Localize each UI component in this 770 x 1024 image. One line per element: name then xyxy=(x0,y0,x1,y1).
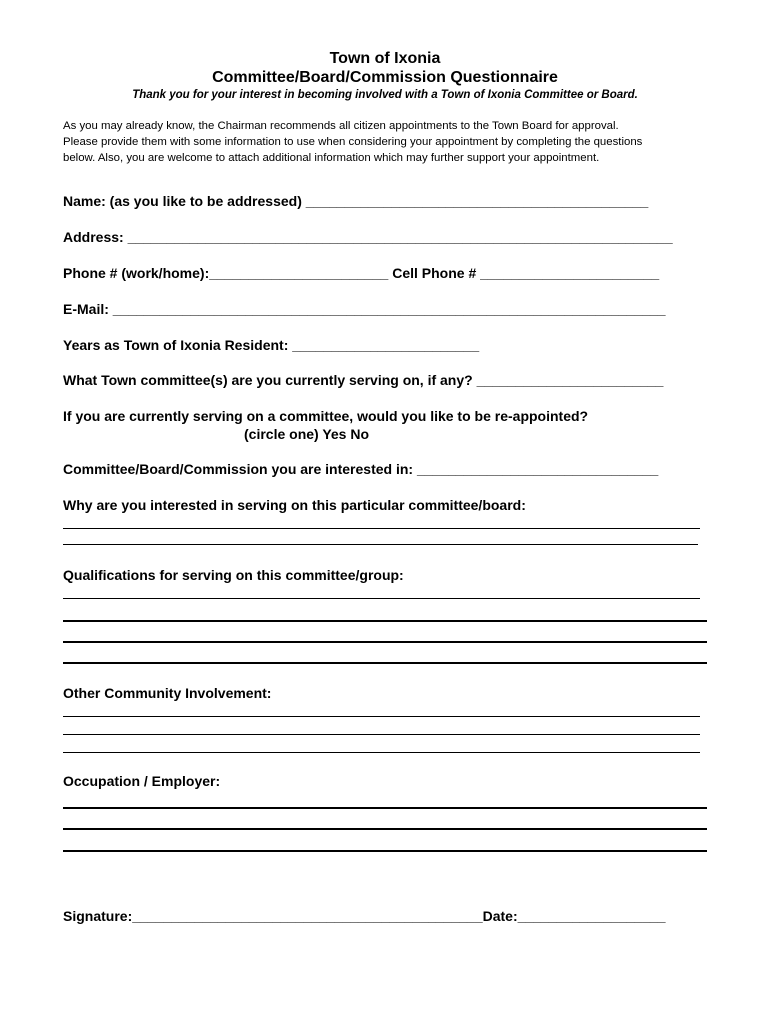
interested-committee-field[interactable]: Committee/Board/Commission you are interested in: _______________________________ xyxy=(63,461,659,477)
qualifications-answer-line[interactable] xyxy=(63,662,707,664)
other-involvement-line[interactable] xyxy=(63,734,700,735)
reappoint-question: If you are currently serving on a committee, would you like to be re-appointed? xyxy=(63,408,589,424)
form-tagline: Thank you for your interest in becoming involved with a Town of Ixonia Committee or Board. xyxy=(132,89,638,101)
intro-line-3: below. Also, you are welcome to attach additional information which may further support your appointment. xyxy=(63,152,600,164)
why-interested-label: Why are you interested in serving on this particular committee/board: xyxy=(63,497,526,513)
occupation-label: Occupation / Employer: xyxy=(63,773,221,789)
qualifications-answer-line[interactable] xyxy=(63,598,700,599)
intro-line-2: Please provide them with some information to use when considering your appointment by completing the questions xyxy=(63,136,643,148)
why-answer-line[interactable] xyxy=(63,544,698,545)
name-field[interactable]: Name: (as you like to be addressed) ____________________________________________ xyxy=(63,193,649,209)
occupation-answer-line[interactable] xyxy=(63,850,707,852)
other-involvement-line[interactable] xyxy=(63,716,700,717)
email-field[interactable]: E-Mail: _______________________________________________________________________ xyxy=(63,301,666,317)
qualifications-answer-line[interactable] xyxy=(63,620,707,622)
intro-line-1: As you may already know, the Chairman recommends all citizen appointments to the Town Board for approval. xyxy=(63,120,619,132)
qualifications-answer-line[interactable] xyxy=(63,641,707,643)
signature-date-field[interactable]: Signature:_____________________________________________Date:___________________ xyxy=(63,908,666,924)
intro-paragraph xyxy=(63,118,723,166)
town-title: Town of Ixonia xyxy=(329,50,441,67)
reappoint-yes-no[interactable]: (circle one) Yes No xyxy=(244,426,370,442)
current-committee-field[interactable]: What Town committee(s) are you currently serving on, if any? ________________________ xyxy=(63,372,664,388)
qualifications-label: Qualifications for serving on this committee/group: xyxy=(63,567,404,583)
other-involvement-label: Other Community Involvement: xyxy=(63,685,272,701)
phone-field[interactable]: Phone # (work/home):_______________________ Cell Phone # _______________________ xyxy=(63,265,660,281)
other-involvement-line[interactable] xyxy=(63,752,700,753)
occupation-answer-line[interactable] xyxy=(63,828,707,830)
address-field[interactable]: Address: ______________________________________________________________________ xyxy=(63,229,673,245)
years-resident-field[interactable]: Years as Town of Ixonia Resident: ________________________ xyxy=(63,337,480,353)
form-title: Committee/Board/Commission Questionnaire xyxy=(212,69,558,86)
why-answer-line[interactable] xyxy=(63,528,700,529)
occupation-answer-line[interactable] xyxy=(63,807,707,809)
